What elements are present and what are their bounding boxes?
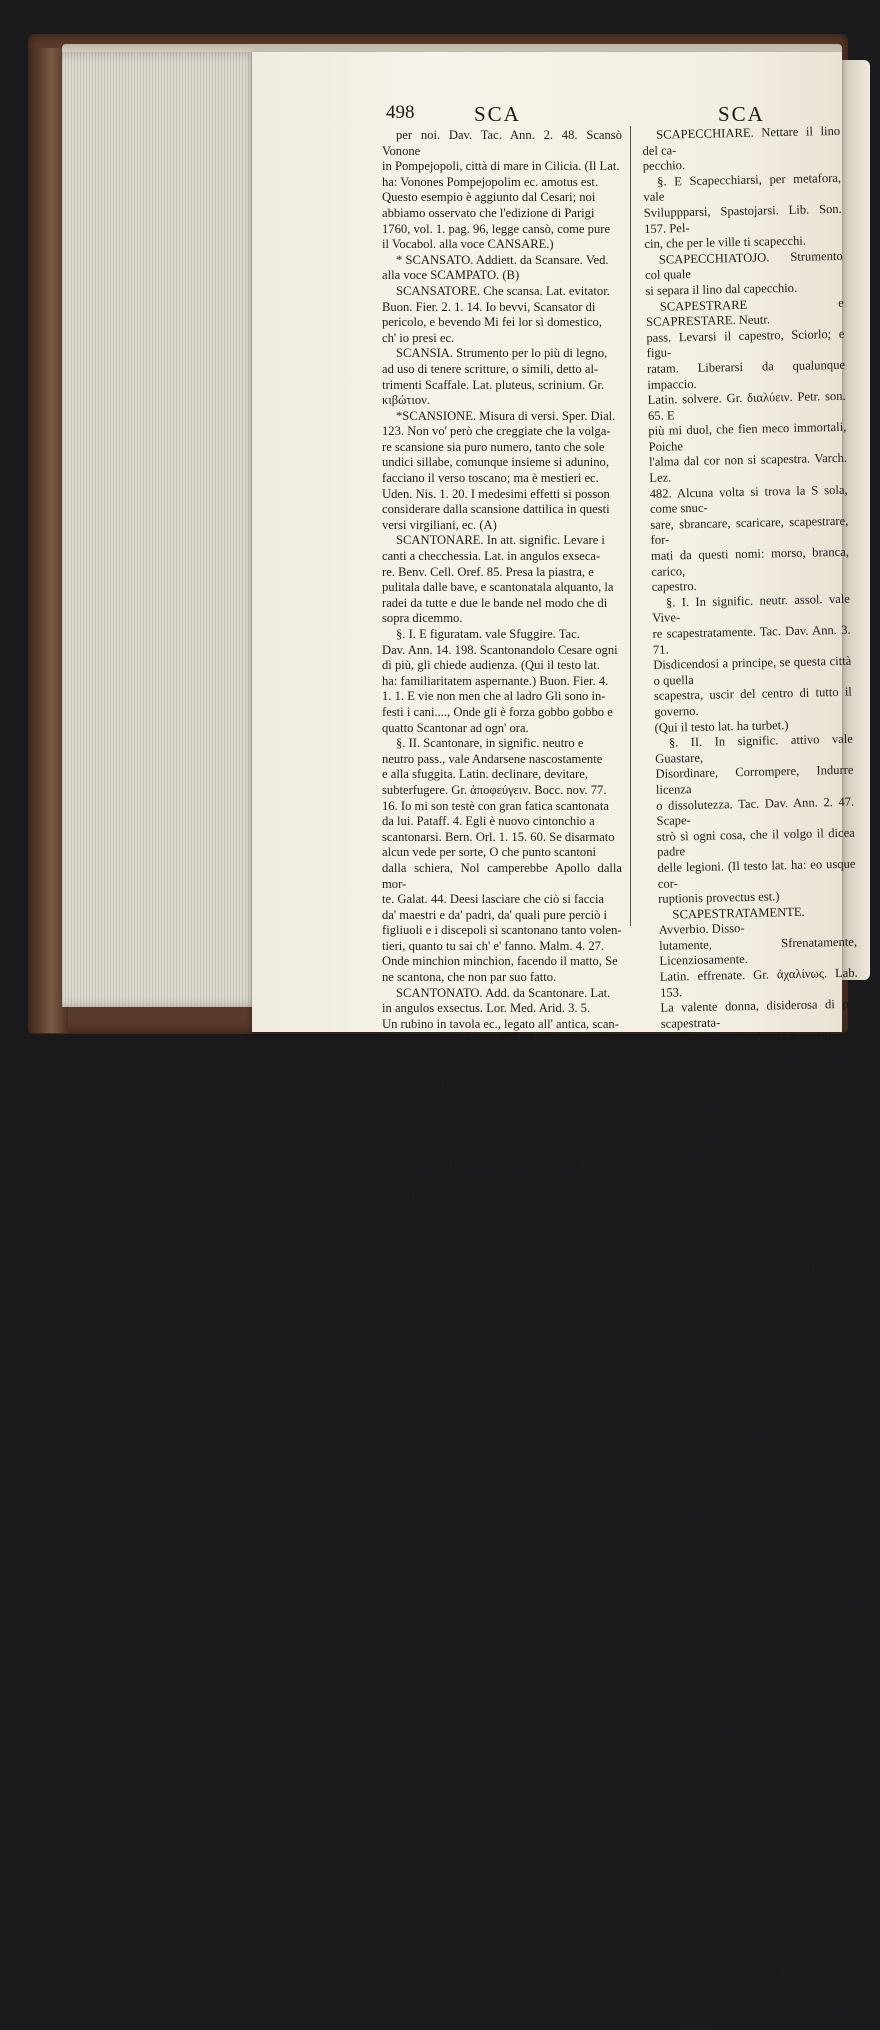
entry-line: pecchio. [642, 158, 686, 174]
entry-line: SCAPEZZARE. Tagliare i rami agli alberi [679, 1901, 878, 1935]
entry-line: dì più, gli chiede audienza. (Qui il testo lat. [382, 658, 600, 673]
entry-line: o dissolutezza. Tac. Dav. Ann. 2. 47. Scape- [656, 794, 855, 828]
entry-line: insino in sul tronco; che altrimenti si dice [679, 1932, 879, 1967]
entry-line: 123. Non vo' però che creggiate che la volga- [382, 424, 611, 439]
entry-line: * SCANSATO. Addiett. da Scansare. Ved. [396, 252, 609, 267]
entry-line: SCANSIA. Strumento per lo più di legno, [396, 346, 608, 361]
page-number: 498 [386, 102, 415, 123]
entry-line: le. (A) [382, 1188, 415, 1203]
entry-line: 1760, vol. 1. pag. 96, legge cansò, come pure [382, 221, 611, 236]
entry-line: paruto potere la giovanezza. Filostr. Poiché più [661, 1059, 860, 1094]
entry-line: più mi duol, che fien meco immortali, Poiche [648, 420, 847, 454]
entry-line: il senso, il quale, dal caldo della vaghezza gio- [663, 1152, 862, 1187]
entry-line: * SCANTONATURA. Il luogo o la parte [396, 1079, 603, 1094]
entry-line: Latin. solvere. Gr. διαλύειν. Petr. son. 65. E [647, 388, 846, 423]
entry-line: vestibolo. Mozz. S. Cresc. Scalino ec., con va- [382, 1126, 617, 1140]
entry-line: radei da tutte e due le bande nel modo che di [382, 595, 608, 610]
entry-line: Uden. Nis. 1. 20. I medesimi effetti si posson [382, 486, 610, 501]
entry-line: §. I. Per metaf. vale Dissoluto, Sfrena- [669, 1417, 868, 1452]
entry-line: ad uso di tenere scritture, o simili, detto al- [382, 361, 599, 376]
entry-line: §. II. Scantonare, in signific. neutro e [396, 736, 584, 751]
entry-line: Ved. ALLA SCAPESTRATA. [676, 1777, 828, 1795]
entry-line: tamente. Bemb. Asol. 3. 197. La ragione guida [662, 1121, 862, 1156]
entry-line: tonato un poco da una banda. Benv. Cell. Oref. [382, 1032, 619, 1047]
entry-line: to, Licenzioso. Lat. solutus, effrenis. Gr. [669, 1449, 869, 1483]
entry-line: turbidus.) Buon. Fier. 4. 5. 3. E scapestrata a [674, 1667, 873, 1702]
dictionary-entry [655, 732, 857, 908]
entry-line: SCANSATORE. Che scansa. Lat. evitator. [396, 283, 610, 298]
entry-line: pestrato più correva. (Il testo lat. ha: moribus [673, 1636, 872, 1670]
entry-line: da Scapestrare e Scaprestare. Lat. effrena- [666, 1308, 866, 1343]
entry-line: D'Affrica a questa guerra ogni malandrino e sca- [673, 1604, 872, 1639]
entry-line: mente la sua vecchiezza menare, che non le avea [660, 1028, 860, 1062]
entry-line: SCANTONATO. Add. da Scantonare. Lat. [396, 985, 611, 1000]
dictionary-entry [652, 592, 853, 736]
entry-line: 86. La detta penna debb' essere scantonata e [382, 1048, 604, 1063]
running-head-left: SCA [474, 102, 521, 126]
dictionary-entry [382, 128, 622, 253]
entry-line: SCANTONARE. In att. signific. Levare i [396, 533, 605, 548]
entry-line: Disdicendosi a principe, se questa città o quella [653, 653, 852, 688]
dictionary-entry [679, 1901, 880, 2030]
left-column [382, 128, 622, 1204]
entry-line: subterfugere. Gr. ἀποφεύγειν. Bocc. nov. 77. [382, 782, 607, 797]
entry-line: sare, sbrancare, scaricare, scapestrare, for- [650, 513, 849, 548]
dictionary-entry [666, 1278, 867, 1422]
dictionary-entry [382, 409, 622, 534]
entry-line: SCAPECCHIATOJO. Strumento col quale [644, 248, 843, 283]
entry-line: alcun vede per sorte, O che punto scantoni [382, 845, 597, 860]
entry-line: SCAPESTRARE e SCAPRESTARE. Neutr. [645, 295, 844, 330]
entry-line: scantonata. Baldin. Dec. Tra le scantonature [382, 1094, 604, 1109]
dictionary-entry [645, 249, 844, 300]
entry-line: tieri, quanto tu sai ch' e' fanno. Malm. 4. 27. [382, 938, 605, 953]
entry-line: e alla sfuggita. Latin. declinare, devitare, [382, 767, 588, 782]
entry-line: Latin. effrenate. Gr. ἀχαλίνως. Lab. 153. [659, 965, 858, 1000]
entry-line: lutamente, Sfrenatamente, Licenziosamente. [658, 934, 858, 969]
entry-line: alla voce SCAMPATO. (B) [382, 268, 520, 283]
entry-line: re. Benv. Cell. Oref. 85. Presa la piastra, e [382, 564, 594, 579]
entry-line: §. II. In signific. attivo vale Guastare, [655, 731, 853, 766]
entry-line: ἀχάλινος. Bocc. nov. 29. 12. Quivi trovando [670, 1480, 869, 1514]
entry-line: * SCAPEZZAMENTO. Lo scapezzare. [677, 1792, 876, 1826]
entry-line: dalla schiera, Nol camperebbe Apollo dalla mor- [382, 860, 622, 891]
entry-line: * SCAPARE. Termine de' Pescatori. Le- [396, 1157, 600, 1172]
entry-line: scantonarsi. Bern. Orl. 1. 15. 60. Se disarmato [382, 829, 615, 844]
entry-line: Sviluppparsi, Spastojarsi. Lib. Son. 157. Pel- [643, 201, 842, 236]
entry-line: 1. 1. E vie non men che al ladro Gli sono in- [382, 689, 606, 704]
entry-line: tus. Gr. ἀχάλινος. Fior. Ital. D. Andava con [667, 1339, 866, 1374]
entry-line: que per tutto. [675, 1732, 743, 1748]
entry-line: strò sì ogni cosa, che il volgo il dicea padre [656, 825, 855, 860]
entry-line: mati da questi nomi: morso, branca, carico, [650, 544, 850, 579]
entry-line: κιβώτιον. [382, 393, 431, 408]
dictionary-entry [382, 736, 622, 986]
dictionary-entry [677, 1792, 877, 1905]
entry-line: §. II. Alla scapestrata, posto avverbialm. [676, 1745, 875, 1779]
entry-line: pass. Levarsi il capestro, Sciorlo; e figu- [646, 326, 845, 361]
entry-line: ch' io presi ec. [382, 330, 455, 345]
entry-line: considerare dalla scansione dattilica in questi [382, 502, 610, 517]
entry-line: Disordinare, Corrompere, Indurre licenza [655, 763, 854, 797]
running-head-right: SCA [718, 102, 765, 126]
entry-line: ratam. Liberarsi da qualunque impaccio. [646, 357, 846, 392]
dictionary-entry [646, 295, 850, 595]
entry-line: capestro. [651, 579, 697, 595]
dictionary-entry [382, 986, 622, 1080]
entry-line: (Qui il testo lat. ha turbet.) [654, 717, 789, 735]
column-divider [630, 126, 631, 926]
dictionary-entry [382, 284, 622, 346]
page-stack-edge [62, 52, 282, 1007]
entry-line: per noi. Dav. Tac. Ann. 2. 48. Scansò Vonone [382, 128, 622, 158]
entry-line: SCAPESTRATAMENTE. Avverbio. Disso- [658, 904, 805, 938]
entry-line: ne scantona, che non par suo fatto. [382, 970, 557, 985]
entry-line: Onde minchion minchion, facendo il matto, Se [382, 954, 618, 969]
entry-line: della sala ec. gli angoli che lascia l'ovato del [382, 1110, 606, 1125]
entry-line: Questo esempio è aggiunto dal Cesari; noi [382, 190, 596, 205]
entry-line: 16. Io mi son testè con gran fatica scantonata [382, 798, 609, 813]
entry-line: cosa rimise in ordine. Tac. Dav. Ann. 2. 51. [672, 1573, 871, 1608]
entry-line: Un rubino in tavola ec., legato all' antica, scan- [382, 1016, 619, 1031]
dictionary-entry [382, 346, 622, 408]
dictionary-entry [669, 1418, 874, 1750]
dictionary-page [252, 52, 880, 2029]
entry-line: il Vocabol. alla voce CANSARE.) [382, 237, 554, 252]
entry-line: in angulos exsectus. Lor. Med. Arid. 3. 5. [382, 1001, 591, 1016]
dictionary-entry [643, 171, 843, 253]
entry-line: quatto Scantonar ad ogn' ora. [382, 720, 529, 735]
entry-line: strato. Lall. En. Trav. 6. 22. (Berg) [665, 1262, 840, 1281]
dictionary-entry [676, 1745, 875, 1796]
dictionary-entry [382, 627, 622, 736]
entry-line: trimenti Scaffale. Lat. pluteus, scrinium. Gr. [382, 377, 605, 392]
entry-line: abbiamo osservato che l'edizione di Parigi [382, 205, 595, 220]
entry-line: re scansione sia puro numero, tanto che sole [382, 439, 605, 454]
entry-line: canti a checchessia. Lat. in angulos exseca- [382, 549, 601, 564]
entry-line: neutro pass., vale Andarsene nascostamente [382, 751, 603, 766]
entry-line: sopra dicemmo. [382, 611, 463, 626]
entry-line: *SCANSIONE. Misura di versi. Sper. Dial. [396, 408, 616, 423]
entry-line: da lui. Pataff. 4. Egli è nuovo cintonchio a [382, 814, 595, 829]
dictionary-entry [665, 1231, 864, 1282]
dictionary-entry [382, 533, 622, 627]
entry-line: si separa il lino dal capecchio. [645, 280, 798, 298]
entry-line: figliuoli e i discepoli si scantonano tanto volen- [382, 923, 622, 938]
entry-line: 482. Alcuna volta si trova la S sola, come snuc- [649, 482, 848, 517]
entry-line: §. I. In signific. neutr. assol. vale Vive- [652, 591, 851, 626]
entry-line: Buon. Fier. 2. 1. 14. Io bevvi, Scansator di [382, 299, 596, 314]
entry-line: undici sillabe, comunque insieme si adunino, [382, 455, 609, 470]
entry-line: esso vuole, scapestratamente trabocca. [664, 1215, 860, 1234]
entry-line: Uden. Nis. 1. 19. Qui si noti ec. lo scapezza- [677, 1823, 876, 1857]
entry-line: κόπτειν. Pallad. cap. 41. Coltellesco è perché [681, 1994, 880, 2029]
entry-line: ghe scantonature nelle sue estremità. (A) [382, 1141, 588, 1156]
entry-line: te. Galat. 44. Deesi lasciare che ciò si faccia [382, 892, 605, 907]
entry-line: mento sillabico in sermoneni; e tutte per av- [678, 1854, 877, 1889]
entry-line: in Pompejopoli, città di mare in Cilicia. (Il Lat. [382, 159, 620, 174]
entry-line: vire ec. (A) [678, 1888, 737, 1904]
dictionary-entry [382, 253, 622, 284]
entry-line: var la testa all' acciughe prima di salar- [382, 1172, 579, 1187]
entry-line: quel vigore e con quella gagliardia, che va il [668, 1371, 867, 1405]
dictionary-entry [382, 1157, 622, 1204]
entry-line: da' maestri e da' padri, da' quali pure perciò i [382, 907, 608, 922]
entry-line: tonda. [382, 1063, 414, 1078]
entry-line: SCAPESTRATO e SCAPRESTATO. Addiett. [666, 1277, 865, 1312]
dictionary-entry [382, 1079, 622, 1157]
entry-line: facciano il verso toscano; ma è mestieri ec. [382, 471, 599, 486]
entry-line: * SCAPESTRATISSIMO. Superl. di Scape- [665, 1230, 864, 1265]
right-column [642, 124, 880, 2030]
entry-line: pulitala dalle bave, e scantonatala alquanto, la [382, 580, 614, 595]
entry-line: ha: Vonones Pompejopolim ec. amotus est. [382, 174, 599, 189]
entry-line: versi virgiliani, ec. (A) [382, 517, 497, 532]
dictionary-entry [642, 124, 841, 175]
entry-line: cavallo scapestrato e sfrenato. [668, 1403, 821, 1421]
entry-line: ha: familiaritatem aspernante.) Buon. Fier. 4. [382, 673, 609, 688]
entry-line: delle legioni. (Il testo lat. ha: eo usque cor- [657, 856, 856, 891]
entry-line: §. E Scapecchiarsi, per metafora, vale [643, 170, 842, 205]
entry-line: scapestra, uscir del centro di tutto il governo. [653, 685, 853, 719]
entry-line: senno ti sarà il tacere, Che favellare scapestrata- [662, 1090, 861, 1125]
entry-line: §. I. E figuratam. vale Sfuggire. Tac. [396, 627, 580, 641]
entry-line: festi i cani...., Onde gli è forza gobbo gobbo e [382, 704, 613, 719]
entry-line: suo talento ha fatto Il peggio ch' ella può ovun- [674, 1698, 874, 1733]
entry-line: ella, per lo lungo tempo che senza Conte stato [671, 1511, 870, 1546]
entry-line: ruptionis provectus est.) [658, 889, 780, 906]
entry-line: re scapestratamente. Tac. Dav. Ann. 3. 71. [652, 622, 851, 657]
entry-line: Dav. Ann. 14. 198. Scantonandolo Cesare ogni [382, 642, 618, 657]
entry-line: v'era, ogni cosa guasta e scapestrata ec., ogni [671, 1542, 870, 1577]
entry-line: Tagliare a corona. Lat. amputare. Gr. ἀπο- [680, 1963, 879, 1998]
entry-line: SCAPECCHIARE. Nettare il lino del ca- [642, 123, 841, 158]
entry-line: l'alma dal cor non si scapestra. Varch. Lez. [648, 451, 848, 485]
entry-line: La valente donna, disiderosa di più scapestrata- [660, 996, 859, 1031]
entry-line: vanezza portato, non l'ascolta, qua e là, donde [664, 1183, 863, 1218]
entry-line: cin, che per le ville ti scapecchi. [644, 233, 807, 252]
entry-line: pericolo, e bevendo Mi fei lor sì domestico, [382, 315, 602, 330]
dictionary-entry [658, 903, 863, 1235]
